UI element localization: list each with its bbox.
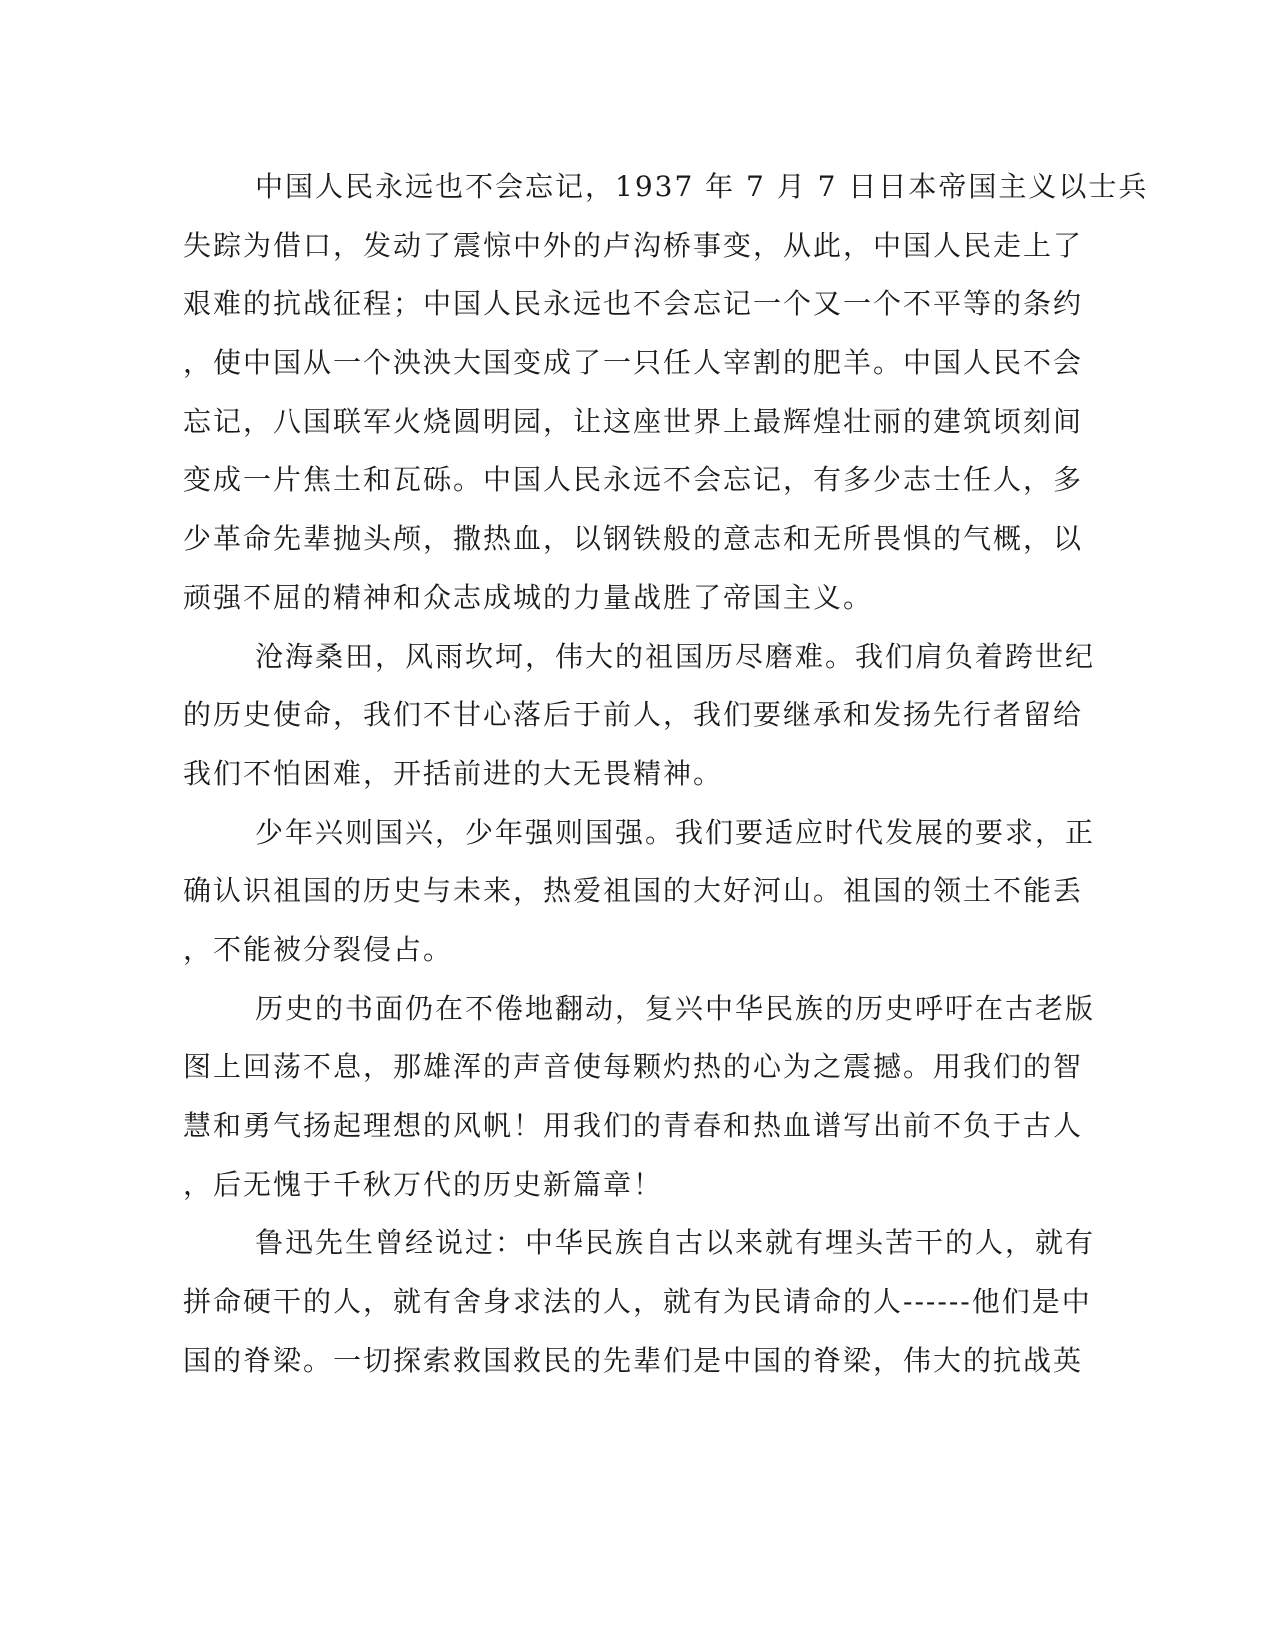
paragraph-line: 失踪为借口，发动了震惊中外的卢沟桥事变，从此，中国人民走上了	[183, 228, 1084, 262]
paragraph-line: 少革命先辈抛头颅，撒热血，以钢铁般的意志和无所畏惧的气概，以	[183, 522, 1084, 556]
paragraph-line: 变成一片焦土和瓦砾。中国人民永远不会忘记，有多少志士任人，多	[183, 463, 1084, 497]
paragraph-3	[183, 804, 1096, 980]
paragraph-line: ，后无愧于千秋万代的历史新篇章！	[183, 1167, 664, 1201]
paragraph-line: 的历史使命，我们不甘心落后于前人，我们要继承和发扬先行者留给	[183, 698, 1084, 732]
paragraph-line: 顽强不屈的精神和众志成城的力量战胜了帝国主义。	[183, 580, 874, 614]
paragraph-line: 我们不怕困难，开括前进的大无畏精神。	[183, 756, 724, 790]
paragraph-line: 图上回荡不息，那雄浑的声音使每颗灼热的心为之震撼。用我们的智	[183, 1050, 1084, 1084]
paragraph-line: 沧海桑田，风雨坎坷，伟大的祖国历尽磨难。我们肩负着跨世纪	[255, 639, 1096, 673]
paragraph-line: 艰难的抗战征程；中国人民永远也不会忘记一个又一个不平等的条约	[183, 287, 1084, 321]
paragraph-line: 鲁迅先生曾经说过：中华民族自古以来就有埋头苦干的人，就有	[255, 1226, 1096, 1260]
paragraph-line: 拼命硬干的人，就有舍身求法的人，就有为民请命的人------他们是中	[183, 1285, 1092, 1319]
paragraph-line: 国的脊梁。一切探索救国救民的先辈们是中国的脊梁，伟大的抗战英	[183, 1343, 1084, 1377]
paragraph-line: 少年兴则国兴，少年强则国强。我们要适应时代发展的要求，正	[255, 815, 1096, 849]
document-body	[183, 158, 1149, 1390]
paragraph-line: 历史的书面仍在不倦地翻动，复兴中华民族的历史呼吁在古老版	[255, 991, 1096, 1025]
paragraph-1	[183, 158, 1149, 628]
paragraph-line: 确认识祖国的历史与未来，热爱祖国的大好河山。祖国的领土不能丢	[183, 874, 1084, 908]
paragraph-5	[183, 1214, 1096, 1390]
paragraph-line: 慧和勇气扬起理想的风帆！用我们的青春和热血谱写出前不负于古人	[183, 1109, 1084, 1142]
paragraph-line: ，使中国从一个泱泱大国变成了一只任人宰割的肥羊。中国人民不会	[183, 346, 1084, 380]
paragraph-4	[183, 980, 1096, 1215]
paragraph-line: 中国人民永远也不会忘记，1937 年 7 月 7 日日本帝国主义以士兵	[255, 170, 1149, 203]
paragraph-line: ，不能被分裂侵占。	[183, 932, 454, 966]
paragraph-line: 忘记，八国联军火烧圆明园，让这座世界上最辉煌壮丽的建筑顷刻间	[183, 404, 1084, 438]
paragraph-2	[183, 628, 1096, 804]
